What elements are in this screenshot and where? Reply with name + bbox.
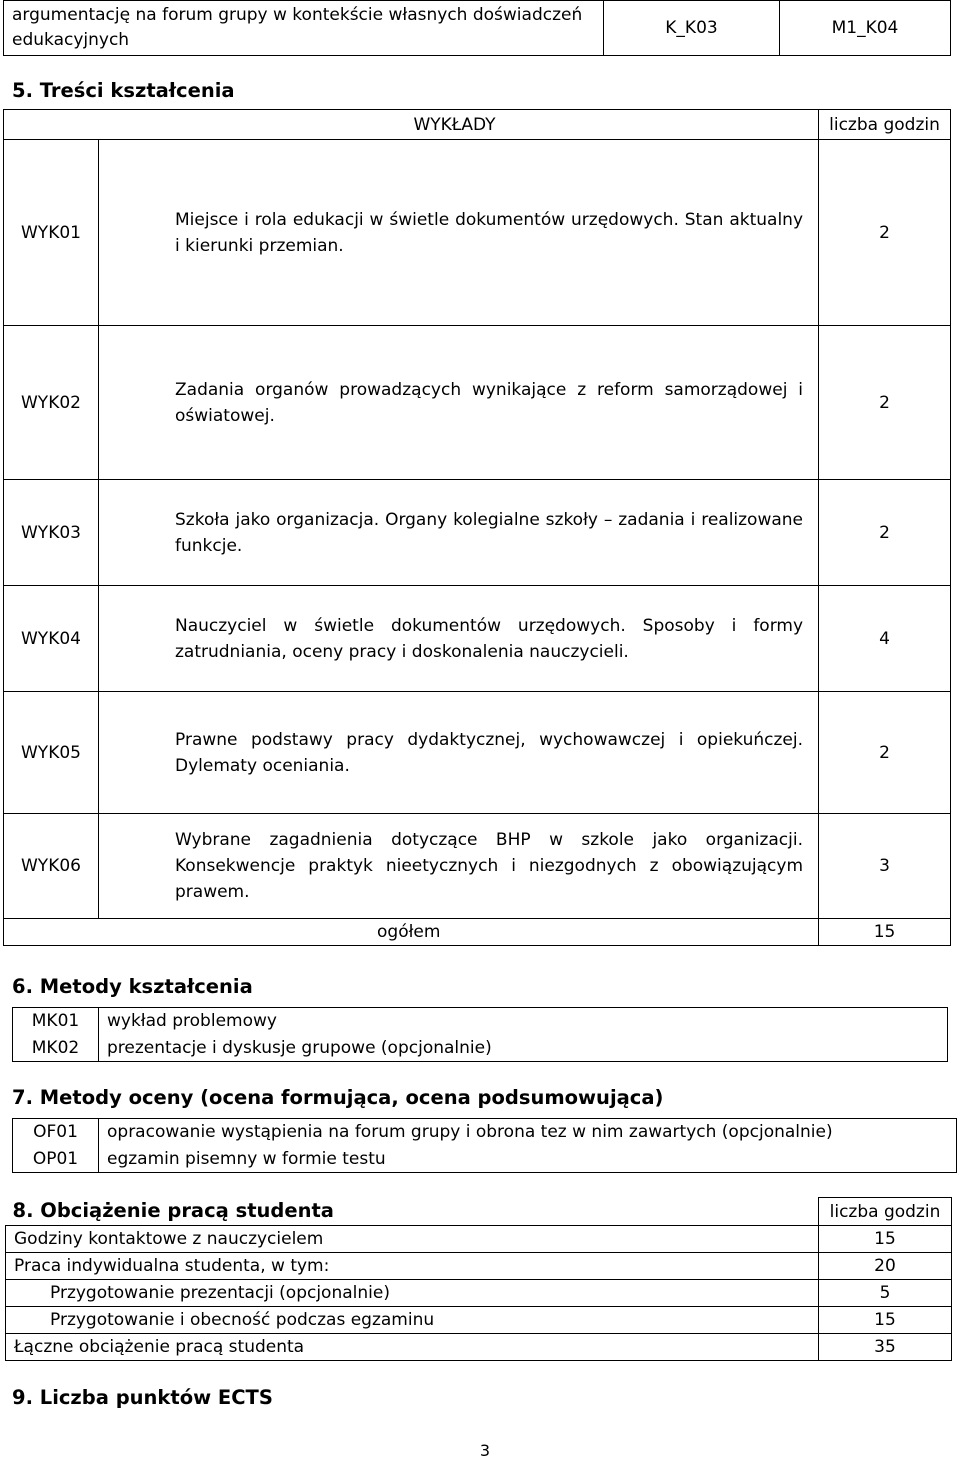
workload-row [6, 1334, 952, 1361]
workload-value: 5 [819, 1280, 952, 1307]
workload-value: 20 [819, 1253, 952, 1280]
lecture-topic: Szkoła jako organizacja. Organy kolegialne szkoły – zadania i realizowane funkcje. [99, 480, 819, 586]
lecture-topic: Prawne podstawy pracy dydaktycznej, wychowawczej i opiekuńczej. Dylematy oceniania. [99, 692, 819, 814]
lecture-hours: 2 [819, 140, 951, 326]
workload-value: 15 [819, 1307, 952, 1334]
workload-label: Praca indywidualna studenta, w tym: [6, 1253, 819, 1280]
lecture-code: WYK05 [4, 692, 99, 814]
outcome-code: K_K03 [604, 1, 780, 56]
lecture-row [4, 586, 951, 692]
lecture-code: WYK02 [4, 326, 99, 480]
lecture-hours: 2 [819, 692, 951, 814]
outcome-module: M1_K04 [780, 1, 951, 56]
workload-value: 15 [819, 1226, 952, 1253]
workload-label: Łączne obciążenie pracą studenta [6, 1334, 819, 1361]
assessment-table [12, 1118, 957, 1173]
lectures-header: WYKŁADY [4, 110, 819, 140]
workload-row [6, 1280, 952, 1307]
outcome-row [4, 1, 951, 56]
outcome-text: argumentację na forum grupy w kontekście własnych doświadczeń edukacyjnych [4, 1, 604, 56]
lecture-row [4, 480, 951, 586]
lecture-code: WYK06 [4, 814, 99, 919]
assessment-row [13, 1146, 957, 1173]
workload-row [6, 1307, 952, 1334]
method-code: MK02 [13, 1035, 99, 1062]
lecture-topic: Wybrane zagadnienia dotyczące BHP w szkole jako organizacji. Konsekwencje praktyk nieetycznych i niezgodnych z obowiązującym prawem. [99, 814, 819, 919]
workload-value: 35 [819, 1334, 952, 1361]
lectures-header-row [4, 110, 951, 140]
lecture-hours: 2 [819, 326, 951, 480]
lecture-topic: Miejsce i rola edukacji w świetle dokumentów urzędowych. Stan aktualny i kierunki przemian. [99, 140, 819, 326]
assessment-desc: opracowanie wystąpienia na forum grupy i obrona tez w nim zawartych (opcjonalnie) [99, 1119, 957, 1146]
section6-heading: 6. Metody kształcenia [12, 975, 253, 998]
workload-label: Przygotowanie prezentacji (opcjonalnie) [6, 1280, 819, 1307]
total-label: ogółem [4, 919, 819, 946]
method-desc: wykład problemowy [99, 1008, 948, 1035]
lecture-row [4, 326, 951, 480]
lecture-hours: 4 [819, 586, 951, 692]
lectures-table [3, 109, 951, 946]
lecture-topic: Zadania organów prowadzących wynikające z reform samorządowej i oświatowej. [99, 326, 819, 480]
assessment-row [13, 1119, 957, 1146]
lecture-code: WYK01 [4, 140, 99, 326]
method-code: MK01 [13, 1008, 99, 1035]
lecture-row [4, 140, 951, 326]
workload-label: Godziny kontaktowe z nauczycielem [6, 1226, 819, 1253]
assessment-desc: egzamin pisemny w formie testu [99, 1146, 957, 1173]
workload-header-row [6, 1198, 952, 1226]
workload-label: Przygotowanie i obecność podczas egzaminu [6, 1307, 819, 1334]
method-desc: prezentacje i dyskusje grupowe (opcjonalnie) [99, 1035, 948, 1062]
hours-header: liczba godzin [819, 110, 951, 140]
method-row [13, 1008, 948, 1035]
lecture-row [4, 814, 951, 919]
total-value: 15 [819, 919, 951, 946]
method-row [13, 1035, 948, 1062]
lecture-topic: Nauczyciel w świetle dokumentów urzędowych. Sposoby i formy zatrudniania, oceny pracy i doskonalenia nauczycieli. [99, 586, 819, 692]
section8-heading: 8. Obciążenie pracą studenta [12, 1199, 334, 1223]
workload-table [5, 1197, 952, 1361]
workload-row [6, 1226, 952, 1253]
workload-hours-header: liczba godzin [819, 1198, 952, 1226]
assessment-code: OF01 [13, 1119, 99, 1146]
lecture-hours: 2 [819, 480, 951, 586]
section7-heading: 7. Metody oceny (ocena formująca, ocena podsumowująca) [12, 1086, 664, 1109]
outcomes-table-tail [3, 0, 951, 56]
section5-heading: 5. Treści kształcenia [12, 79, 235, 102]
page-number: 3 [479, 1441, 491, 1460]
workload-row [6, 1253, 952, 1280]
lecture-row [4, 692, 951, 814]
lecture-hours: 3 [819, 814, 951, 919]
section9-heading: 9. Liczba punktów ECTS [12, 1386, 273, 1409]
lecture-code: WYK04 [4, 586, 99, 692]
methods-table [12, 1007, 948, 1062]
assessment-code: OP01 [13, 1146, 99, 1173]
lectures-total-row [4, 919, 951, 946]
lecture-code: WYK03 [4, 480, 99, 586]
